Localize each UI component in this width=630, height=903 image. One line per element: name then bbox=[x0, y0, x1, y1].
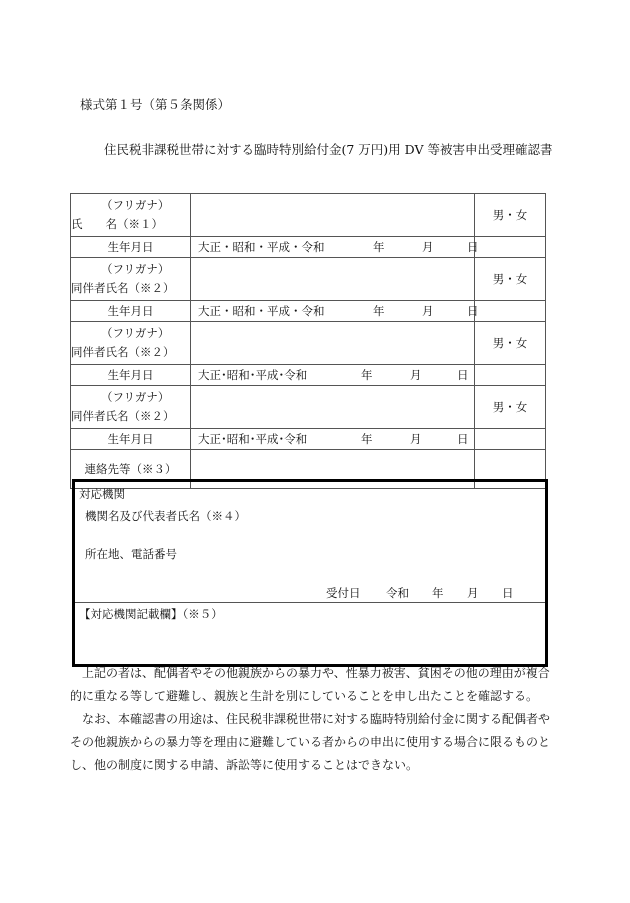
companion-dob-row bbox=[71, 301, 546, 322]
applicant-name-label bbox=[71, 194, 191, 237]
applicant-name-row bbox=[71, 194, 546, 237]
dob-label: 生年月日 bbox=[71, 429, 191, 450]
confirmation-paragraph bbox=[70, 662, 550, 708]
agency-divider bbox=[75, 602, 545, 603]
received-month-label: 月 bbox=[467, 586, 479, 600]
companion-dob-row bbox=[71, 365, 546, 386]
year-label: 年 bbox=[361, 432, 373, 446]
registration-table bbox=[70, 193, 546, 489]
gender-field[interactable]: 男・女 bbox=[475, 258, 546, 301]
day-label: 日 bbox=[457, 432, 469, 446]
gender-field[interactable]: 男・女 bbox=[475, 194, 546, 237]
era-options: 大正・昭和・平成・令和 bbox=[198, 304, 325, 318]
companion-name-label bbox=[71, 386, 191, 429]
received-era: 令和 bbox=[386, 586, 409, 600]
month-label: 月 bbox=[422, 304, 434, 318]
furigana-label: （フリガナ） bbox=[101, 198, 170, 212]
agency-name-label: 機関名及び代表者氏名（※４） bbox=[85, 509, 246, 523]
empty-cell bbox=[475, 365, 546, 386]
dob-label: 生年月日 bbox=[71, 301, 191, 322]
empty-cell bbox=[475, 237, 546, 258]
year-label: 年 bbox=[373, 240, 385, 254]
year-label: 年 bbox=[373, 304, 385, 318]
received-day-label: 日 bbox=[502, 586, 514, 600]
month-label: 月 bbox=[410, 432, 422, 446]
furigana-label: （フリガナ） bbox=[101, 262, 170, 276]
companion-name-label bbox=[71, 258, 191, 301]
companion-name-field[interactable] bbox=[191, 258, 475, 301]
dob-field[interactable] bbox=[191, 301, 479, 322]
paragraph-line: なお、本確認書の用途は、住民税非課税世帯に対する臨時特別給付金に関する配偶者や bbox=[70, 712, 551, 726]
companion-name-row bbox=[71, 386, 546, 429]
era-options: 大正･昭和･平成･令和 bbox=[198, 432, 308, 446]
paragraph-line: し、他の制度に関する申請、訴訟等に使用することはできない。 bbox=[70, 758, 419, 772]
paragraph-line: 上記の者は、配偶者やその他親族からの暴力や、性暴力被害、貧困その他の理由が複合 bbox=[70, 666, 550, 680]
companion-name-field[interactable] bbox=[191, 386, 475, 429]
year-label: 年 bbox=[361, 368, 373, 382]
contact-label: 連絡先等（※３） bbox=[71, 450, 191, 489]
paragraph-line: 的に重なる等して避難し、親族と生計を別にしていることを申し出たことを確認する。 bbox=[70, 689, 539, 703]
received-year-label: 年 bbox=[432, 586, 444, 600]
companion-name-label bbox=[71, 322, 191, 365]
agency-address-field[interactable] bbox=[85, 566, 535, 582]
era-options: 大正･昭和･平成･令和 bbox=[198, 368, 308, 382]
dob-field[interactable] bbox=[191, 237, 479, 258]
document-title: 住民税非課税世帯に対する臨時特別給付金(7 万円)用 DV 等被害申出受理確認書 bbox=[104, 142, 553, 157]
empty-cell bbox=[475, 429, 546, 450]
dob-label: 生年月日 bbox=[71, 365, 191, 386]
received-date-label: 受付日 bbox=[326, 586, 361, 600]
gender-field[interactable]: 男・女 bbox=[475, 386, 546, 429]
agency-name-field[interactable] bbox=[85, 528, 535, 544]
name-label: 同伴者氏名（※２） bbox=[71, 409, 175, 423]
dob-field[interactable] bbox=[191, 429, 475, 450]
agency-header: 対応機関 bbox=[79, 487, 125, 501]
agency-box bbox=[72, 479, 548, 667]
furigana-label: （フリガナ） bbox=[101, 390, 170, 404]
agency-address-label: 所在地、電話番号 bbox=[85, 547, 177, 561]
companion-dob-row bbox=[71, 429, 546, 450]
day-label: 日 bbox=[467, 304, 479, 318]
usage-paragraph bbox=[70, 708, 550, 777]
month-label: 月 bbox=[422, 240, 434, 254]
companion-name-row bbox=[71, 322, 546, 365]
agency-notes-field[interactable] bbox=[79, 624, 539, 658]
form-number: 様式第１号（第５条関係） bbox=[80, 97, 231, 112]
dob-label: 生年月日 bbox=[71, 237, 191, 258]
day-label: 日 bbox=[467, 240, 479, 254]
name-label: 同伴者氏名（※２） bbox=[71, 281, 175, 295]
name-label: 氏 名（※１） bbox=[71, 217, 163, 231]
companion-name-row bbox=[71, 258, 546, 301]
empty-cell bbox=[475, 301, 546, 322]
applicant-name-field[interactable] bbox=[191, 194, 475, 237]
companion-name-field[interactable] bbox=[191, 322, 475, 365]
day-label: 日 bbox=[457, 368, 469, 382]
era-options: 大正・昭和・平成・令和 bbox=[198, 240, 325, 254]
gender-field[interactable]: 男・女 bbox=[475, 322, 546, 365]
dob-field[interactable] bbox=[191, 365, 475, 386]
furigana-label: （フリガナ） bbox=[101, 326, 170, 340]
paragraph-line: その他親族からの暴力等を理由に避難している者からの申出に使用する場合に限るものと bbox=[70, 735, 551, 749]
agency-notes-label: 【対応機関記載欄】（※５） bbox=[79, 607, 223, 621]
name-label: 同伴者氏名（※２） bbox=[71, 345, 175, 359]
applicant-dob-row bbox=[71, 237, 546, 258]
month-label: 月 bbox=[410, 368, 422, 382]
